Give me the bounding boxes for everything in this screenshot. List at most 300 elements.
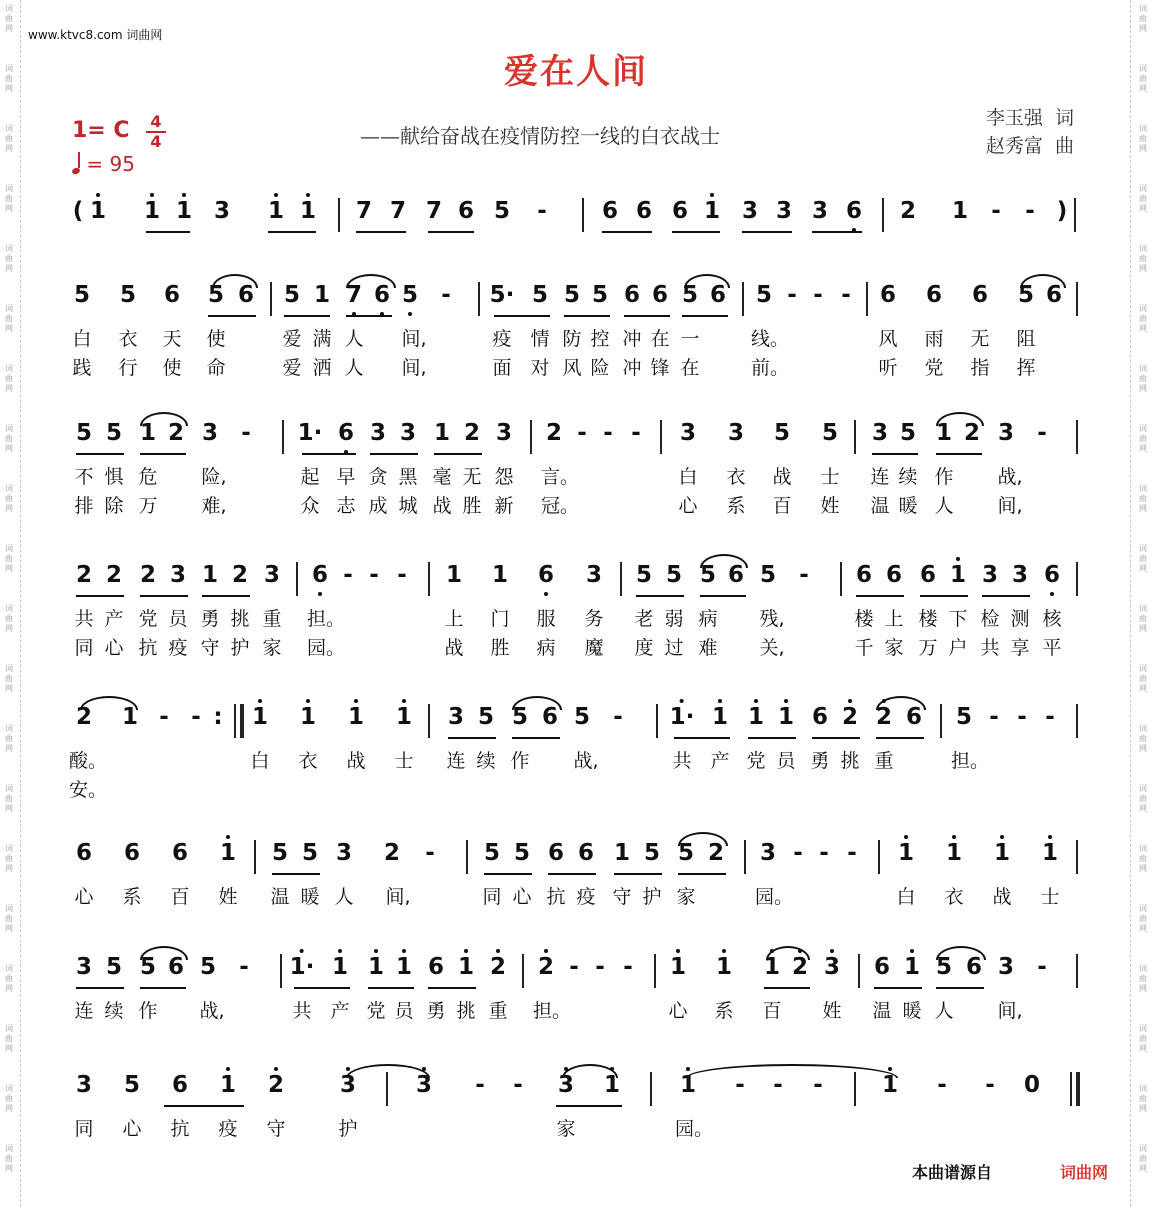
lyric-char: 战 <box>772 466 792 488</box>
note <box>776 196 792 236</box>
note-digit: 3 <box>557 1072 575 1098</box>
side-watermark-mark: 词 曲 网 <box>1139 1084 1147 1113</box>
bar-line <box>858 954 860 988</box>
note-digit: - <box>1025 198 1035 224</box>
lyric-char: 弱 <box>664 608 684 630</box>
bar-line <box>744 840 746 874</box>
note-digit: 1 <box>1041 840 1059 866</box>
beam-underline <box>682 315 728 317</box>
bar-line <box>478 282 480 316</box>
lyric-char: 战, <box>997 466 1023 488</box>
lyric-char: 抗 <box>138 637 158 659</box>
note-digit: - <box>623 954 633 980</box>
bar-line <box>338 198 340 232</box>
note <box>90 196 106 236</box>
note-digit: 2 <box>267 1072 285 1098</box>
score-system <box>0 280 1063 382</box>
lyric-char: 战 <box>444 637 464 659</box>
note-digit: - <box>793 840 803 866</box>
side-watermark-mark: 词 曲 网 <box>5 1144 13 1173</box>
note <box>252 702 268 742</box>
lyric-char: 阻 <box>1016 328 1036 350</box>
note <box>716 952 732 992</box>
note-digit: 1 <box>457 954 475 980</box>
note <box>592 280 608 320</box>
side-watermark-mark: 词 曲 网 <box>1139 484 1147 513</box>
note-digit: - <box>813 1072 823 1098</box>
note-digit: 1 <box>143 198 161 224</box>
note-digit: 5 <box>573 704 591 730</box>
note-digit: 5 <box>513 840 531 866</box>
lyric-char: 战 <box>992 886 1012 908</box>
note-digit: 3 <box>495 420 513 446</box>
lyric-char: 党 <box>746 750 766 772</box>
bar-line <box>1076 420 1078 454</box>
lyric-char: 系 <box>726 495 746 517</box>
lyric-char: 白 <box>72 328 92 350</box>
side-watermark-mark: 词 曲 网 <box>1139 424 1147 453</box>
lyric-char: 老 <box>634 608 654 630</box>
lyric-char: 冲 <box>622 357 642 379</box>
note-digit: ( <box>72 198 84 224</box>
note-digit: 1 <box>201 562 219 588</box>
note-digit: : <box>213 704 223 730</box>
note-digit: 6 <box>373 282 391 308</box>
note <box>214 196 230 236</box>
note <box>926 280 942 320</box>
lyric-char: 关, <box>759 637 785 659</box>
beam-underline <box>872 453 918 455</box>
note-digit: 5 <box>773 420 791 446</box>
lyric-char: 怨 <box>494 466 514 488</box>
slur-arc <box>936 946 986 960</box>
note-digit: 1 <box>777 704 795 730</box>
footer-site-link[interactable]: 词曲网 <box>1060 1163 1109 1182</box>
note-digit: 5 <box>73 282 91 308</box>
lyric-char: 人 <box>334 886 354 908</box>
note <box>332 952 348 992</box>
side-watermark-mark: 词 曲 网 <box>1139 544 1147 573</box>
lyric-char: 千 <box>854 637 874 659</box>
lyric-char: 心 <box>678 495 698 517</box>
note <box>742 196 758 236</box>
note-digit: - <box>991 198 1001 224</box>
note <box>426 196 442 236</box>
lyric-char: 士 <box>820 466 840 488</box>
note-digit: - <box>513 1072 523 1098</box>
note-digit: 6 <box>537 562 555 588</box>
note-digit: 1 <box>299 198 317 224</box>
beam-underline <box>484 873 532 875</box>
lyric-char: 姓 <box>218 886 238 908</box>
note <box>341 560 355 600</box>
score-system <box>0 702 1055 804</box>
tempo-value: = 95 <box>86 152 135 176</box>
lyric-char: 志 <box>336 495 356 517</box>
lyric-char: 心 <box>512 886 532 908</box>
lyric-char: 人 <box>344 357 364 379</box>
lyric-char: 排 <box>74 495 94 517</box>
note-digit: 1 <box>299 704 317 730</box>
notes-row <box>0 702 1055 746</box>
note <box>602 196 618 236</box>
notes-row <box>0 1070 1041 1114</box>
side-watermark-mark: 词 曲 网 <box>5 424 13 453</box>
note-digit: 1 <box>747 704 765 730</box>
note <box>982 560 998 600</box>
lyric-char: 守 <box>200 637 220 659</box>
beam-underline <box>936 453 982 455</box>
note-digit: 5 <box>643 840 661 866</box>
beam-underline <box>672 231 720 233</box>
lyric-char: 在 <box>650 328 670 350</box>
note <box>989 196 1003 236</box>
note <box>952 196 968 236</box>
side-watermark-mark: 词 曲 网 <box>1139 4 1147 33</box>
note <box>904 952 920 992</box>
lyric-char: 护 <box>230 637 250 659</box>
note-digit: - <box>819 840 829 866</box>
note-digit: - <box>577 420 587 446</box>
note-digit: 7 <box>389 198 407 224</box>
note-digit: - <box>1037 420 1047 446</box>
slur-arc <box>80 696 138 710</box>
lyric-char: 控 <box>590 328 610 350</box>
lyric-char: 党 <box>138 608 158 630</box>
note <box>284 280 300 320</box>
lyrics-verse-1 <box>0 996 1023 1025</box>
note-digit: 5 <box>563 282 581 308</box>
lyric-char: 万 <box>138 495 158 517</box>
beam-underline <box>700 595 746 597</box>
bar-line <box>270 282 272 316</box>
note <box>652 280 668 320</box>
beam-underline <box>428 231 474 233</box>
lyric-char: 风 <box>562 357 582 379</box>
note-digit: 3 <box>335 840 353 866</box>
notes-row <box>0 196 1068 240</box>
note-digit: 5 <box>105 420 123 446</box>
note-digit: 3 <box>759 840 777 866</box>
lyric-char: 过 <box>664 637 684 659</box>
lyric-char: 同 <box>482 886 502 908</box>
lyric-char: 员 <box>394 1000 414 1022</box>
note-digit: - <box>603 420 613 446</box>
lyric-char: 无 <box>970 328 990 350</box>
score-system <box>0 418 1047 520</box>
lyric-char: 指 <box>970 357 990 379</box>
note <box>400 418 416 458</box>
bar-line <box>866 282 868 316</box>
note <box>106 418 122 458</box>
note-digit: 6 <box>457 198 475 224</box>
bar-line <box>582 198 584 232</box>
note <box>950 560 966 600</box>
lyric-char: 衣 <box>944 886 964 908</box>
lyric-char: 雨 <box>924 328 944 350</box>
note <box>972 280 988 320</box>
lyric-char: 挑 <box>840 750 860 772</box>
note <box>785 280 799 320</box>
note <box>439 280 453 320</box>
lyric-char: 续 <box>476 750 496 772</box>
note <box>1042 838 1058 878</box>
note <box>164 280 180 320</box>
note-digit: 6 <box>671 198 689 224</box>
note <box>774 418 790 458</box>
lyric-char: 惧 <box>104 466 124 488</box>
bar-line <box>280 954 282 988</box>
subtitle: ——献给奋战在疫情防控一线的白衣战士 <box>360 124 720 148</box>
lyric-char: 疫 <box>576 886 596 908</box>
lyric-char: 百 <box>772 495 792 517</box>
slur-arc <box>562 1064 618 1078</box>
note-digit: - <box>937 1072 947 1098</box>
note-digit: 2 <box>537 954 555 980</box>
note-digit: 1 <box>267 198 285 224</box>
note-digit: 3 <box>369 420 387 446</box>
note <box>1055 196 1069 236</box>
note-digit: 2 <box>463 420 481 446</box>
lyric-char: 间, <box>997 1000 1023 1022</box>
note <box>496 418 512 458</box>
note-digit: 1 <box>445 562 463 588</box>
lyric-char: 成 <box>368 495 388 517</box>
note-digit: 0 <box>1023 1072 1041 1098</box>
slur-arc <box>684 274 730 288</box>
lyric-char: 酸。 <box>68 750 108 772</box>
note <box>1024 1070 1040 1110</box>
note <box>458 952 474 992</box>
note-digit: - <box>1045 704 1055 730</box>
lyrics-verse-2 <box>0 353 1036 382</box>
note-digit: 5 <box>123 1072 141 1098</box>
lyric-char: 挑 <box>456 1000 476 1022</box>
note-digit: 6 <box>873 954 891 980</box>
note-digit: 6 <box>163 282 181 308</box>
note-digit: - <box>773 1072 783 1098</box>
lyric-char: 户 <box>948 637 968 659</box>
bar-line <box>1070 1072 1072 1106</box>
lyric-char: 听 <box>878 357 898 379</box>
note <box>170 560 186 600</box>
note <box>124 838 140 878</box>
note <box>1035 418 1049 458</box>
note-digit: 6 <box>971 282 989 308</box>
bar-line <box>282 420 284 454</box>
lyric-char: 爱 <box>282 328 302 350</box>
lyric-char: 危 <box>138 466 158 488</box>
note-digit: 3 <box>981 562 999 588</box>
lyric-char: 万 <box>918 637 938 659</box>
lyric-char: 作 <box>934 466 954 488</box>
slur-arc <box>686 1064 898 1078</box>
note <box>812 702 828 742</box>
lyrics-verse-1 <box>0 1114 1012 1143</box>
side-watermark-mark: 词 曲 网 <box>5 484 13 513</box>
note-digit: 3 <box>997 954 1015 980</box>
beam-underline <box>556 1105 622 1107</box>
note-digit: 5 <box>899 420 917 446</box>
bar-line <box>1076 704 1078 738</box>
lyric-char: 同 <box>74 637 94 659</box>
side-watermark-mark: 词 曲 网 <box>5 604 13 633</box>
lyric-char: 员 <box>776 750 796 772</box>
beam-underline <box>294 987 350 989</box>
note-digit: 3 <box>811 198 829 224</box>
note-digit: 6 <box>547 840 565 866</box>
lyric-char: 战 <box>432 495 452 517</box>
note <box>1012 560 1028 600</box>
bar-line <box>1076 954 1078 988</box>
lyric-char: 担。 <box>306 608 346 630</box>
lyric-char: 家 <box>556 1118 576 1140</box>
lyric-char: 心 <box>74 886 94 908</box>
note-digit: 5 <box>199 954 217 980</box>
beam-underline <box>624 315 670 317</box>
note <box>994 838 1010 878</box>
note <box>575 418 589 458</box>
lyric-char: 新 <box>494 495 514 517</box>
lyric-char: 风 <box>878 328 898 350</box>
note-digit: - <box>537 198 547 224</box>
note-digit: 1 <box>935 420 953 446</box>
note <box>712 702 728 742</box>
lyric-char: 战, <box>573 750 599 772</box>
note <box>666 560 682 600</box>
slur-arc <box>512 696 562 710</box>
note-digit: 6 <box>905 704 923 730</box>
lyric-char: 楼 <box>854 608 874 630</box>
score-system <box>0 838 1060 911</box>
note <box>756 280 772 320</box>
note <box>846 196 862 236</box>
note-digit: 5 <box>105 954 123 980</box>
note-digit: 1 <box>897 840 915 866</box>
side-watermark-mark: 词 曲 网 <box>1139 1024 1147 1053</box>
note <box>842 702 858 742</box>
note <box>492 560 508 600</box>
note <box>384 838 400 878</box>
note <box>74 280 90 320</box>
note-digit: - <box>343 562 353 588</box>
lyric-char: 心 <box>122 1118 142 1140</box>
note-digit: 6 <box>541 704 559 730</box>
beam-underline <box>812 737 860 739</box>
note-digit: 7 <box>425 198 443 224</box>
site-url: www.ktvc8.com 词曲网 <box>28 28 163 42</box>
note-digit: 2 <box>75 562 93 588</box>
lyricist: 李玉强 词 <box>985 107 1074 129</box>
note <box>484 838 500 878</box>
lyric-char: 衣 <box>118 328 138 350</box>
note-digit: 5 <box>271 840 289 866</box>
side-watermark-mark: 词 曲 网 <box>5 64 13 93</box>
note-digit: 1 <box>313 282 331 308</box>
note-digit: 5 <box>699 562 717 588</box>
note <box>574 702 590 742</box>
note-digit: 2 <box>707 840 725 866</box>
note <box>237 952 251 992</box>
lyric-char: 作 <box>510 750 530 772</box>
beam-underline <box>982 595 1030 597</box>
lyric-char: 上 <box>444 608 464 630</box>
note-digit: 3 <box>447 704 465 730</box>
note <box>538 560 554 600</box>
note-digit: 1 <box>433 420 451 446</box>
lyric-char: 勇 <box>426 1000 446 1022</box>
beam-underline <box>748 737 796 739</box>
note <box>874 952 890 992</box>
note <box>302 838 318 878</box>
note-digit: 6 <box>577 840 595 866</box>
note-digit: 1 <box>945 840 963 866</box>
note-digit: 3 <box>263 562 281 588</box>
note-digit: 1 <box>993 840 1011 866</box>
note <box>811 280 825 320</box>
lyric-char: 共 <box>292 1000 312 1022</box>
lyric-char: 检 <box>980 608 1000 630</box>
note <box>268 1070 284 1110</box>
note <box>886 560 902 600</box>
lyric-char: 守 <box>266 1118 286 1140</box>
slur-arc <box>678 832 728 846</box>
beam-underline <box>370 453 418 455</box>
note <box>593 952 607 992</box>
note-digit: 5 <box>935 954 953 980</box>
beam-underline <box>140 595 188 597</box>
lyric-char: 系 <box>122 886 142 908</box>
bar-line <box>882 198 884 232</box>
note-digit: 5 <box>119 282 137 308</box>
beam-underline <box>812 231 862 233</box>
note <box>872 418 888 458</box>
beam-underline <box>76 453 124 455</box>
note-digit: 5 <box>955 704 973 730</box>
note-digit: 5 <box>1017 282 1035 308</box>
lyric-char: 疫 <box>492 328 512 350</box>
note <box>987 702 1001 742</box>
side-watermark-mark: 词 曲 网 <box>1139 724 1147 753</box>
note-digit: 5 <box>677 840 695 866</box>
note <box>956 702 972 742</box>
note-digit: 6 <box>925 282 943 308</box>
lyric-char: 担。 <box>950 750 990 772</box>
note-digit: 1 <box>763 954 781 980</box>
lyric-char: 下 <box>948 608 968 630</box>
side-watermark-mark: 词 曲 网 <box>1139 64 1147 93</box>
lyric-char: 共 <box>980 637 1000 659</box>
note <box>290 952 315 992</box>
time-signature <box>146 114 166 150</box>
note <box>446 560 462 600</box>
side-watermark-mark: 词 曲 网 <box>5 364 13 393</box>
lyric-char: 起 <box>300 466 320 488</box>
lyric-char: 温 <box>870 495 890 517</box>
note-digit: 2 <box>105 562 123 588</box>
note <box>423 838 437 878</box>
time-bottom: 4 <box>150 132 162 151</box>
note-digit: 6 <box>237 282 255 308</box>
note-digit: 2 <box>231 562 249 588</box>
note <box>239 418 253 458</box>
lyric-char: 享 <box>1010 637 1030 659</box>
note-digit: 2 <box>875 704 893 730</box>
note-digit: - <box>813 282 823 308</box>
lyrics-verse-2 <box>0 775 1012 804</box>
score-system <box>0 196 1068 240</box>
note-digit: - <box>397 562 407 588</box>
